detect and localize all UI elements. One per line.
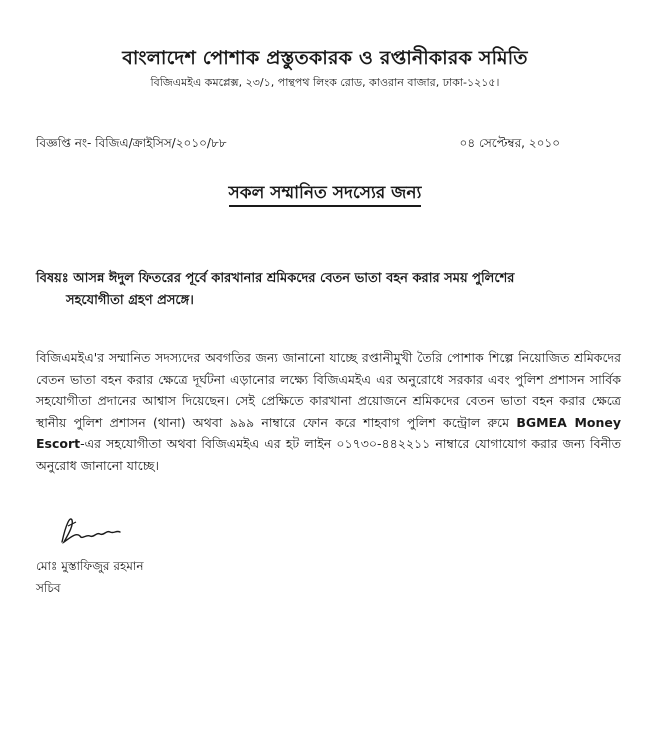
signatory-name: মোঃ মুস্তাফিজুর রহমান xyxy=(36,559,144,573)
notice-heading xyxy=(0,180,650,208)
body-text-after: -এর সহযোগীতা অথবা বিজিএমইএ এর হট লাইন ০১৭৩০-৪৪২২১১ নাম্বারে যোগাযোগ করার জন্য বিনীত অনুরোধ জানানো যাচ্ছে। xyxy=(36,436,621,473)
signature-image xyxy=(56,512,126,552)
body-text xyxy=(36,347,621,476)
reference-number: বিজ্ঞপ্তি নং- বিজিএ/ক্রাইসিস/২০১০/৮৮ xyxy=(36,136,227,150)
subject-line-2: সহযোগীতা গ্রহণ প্রসঙ্গে। xyxy=(66,293,194,308)
notice-heading-text: সকল সম্মানিত সদস্যের জন্য xyxy=(229,183,422,207)
signatory-title: সচিব xyxy=(36,581,61,595)
body-text-before: বিজিএমইএ'র সম্মানিত সদস্যদের অবগতির জন্য জানানো যাচ্ছে রপ্তানীমুখী তৈরি পোশাক শিল্পে নিয়োজিত শ্রমিকদের বেতন ভাতা বহন করার ক্ষেত্রে দূর্ঘটনা এড়ানোর লক্ষ্যে বিজিএমইএ এর অনুরোধে সরকার এবং পুলিশ প্রশাসন সার্বিক সহযোগীতা প্রদানের আশ্বাস দিয়েছেন। সেই প্রেক্ষিতে কারখানা প্রয়োজনে শ্রমিকদের বেতন ভাতা বহন করার ক্ষেত্রে স্থানীয় পুলিশ প্রশাসন (থানা) অথবা ৯৯৯ নাম্বারে ফোন করে শাহবাগ পুলিশ কন্ট্রোল রুমে xyxy=(36,350,621,430)
subject-block xyxy=(36,268,626,312)
organization-name: বাংলাদেশ পোশাক প্রস্তুতকারক ও রপ্তানীকারক সমিতি xyxy=(122,47,528,69)
body-text-bold: BGMEA Money Escort xyxy=(36,414,622,451)
subject-line-1: বিষয়ঃ আসন্ন ঈদুল ফিতরের পূর্বে কারখানার শ্রমিকদের বেতন ভাতা বহন করার সময় পুলিশের xyxy=(36,271,515,286)
body-paragraph xyxy=(36,347,621,476)
reference-date: ০৪ সেপ্টেম্বর, ২০১০ xyxy=(459,136,560,150)
organization-address: বিজিএমইএ কমপ্লেক্স, ২৩/১, পান্থপথ লিংক রোড, কাওরান বাজার, ঢাকা-১২১৫। xyxy=(150,76,500,89)
